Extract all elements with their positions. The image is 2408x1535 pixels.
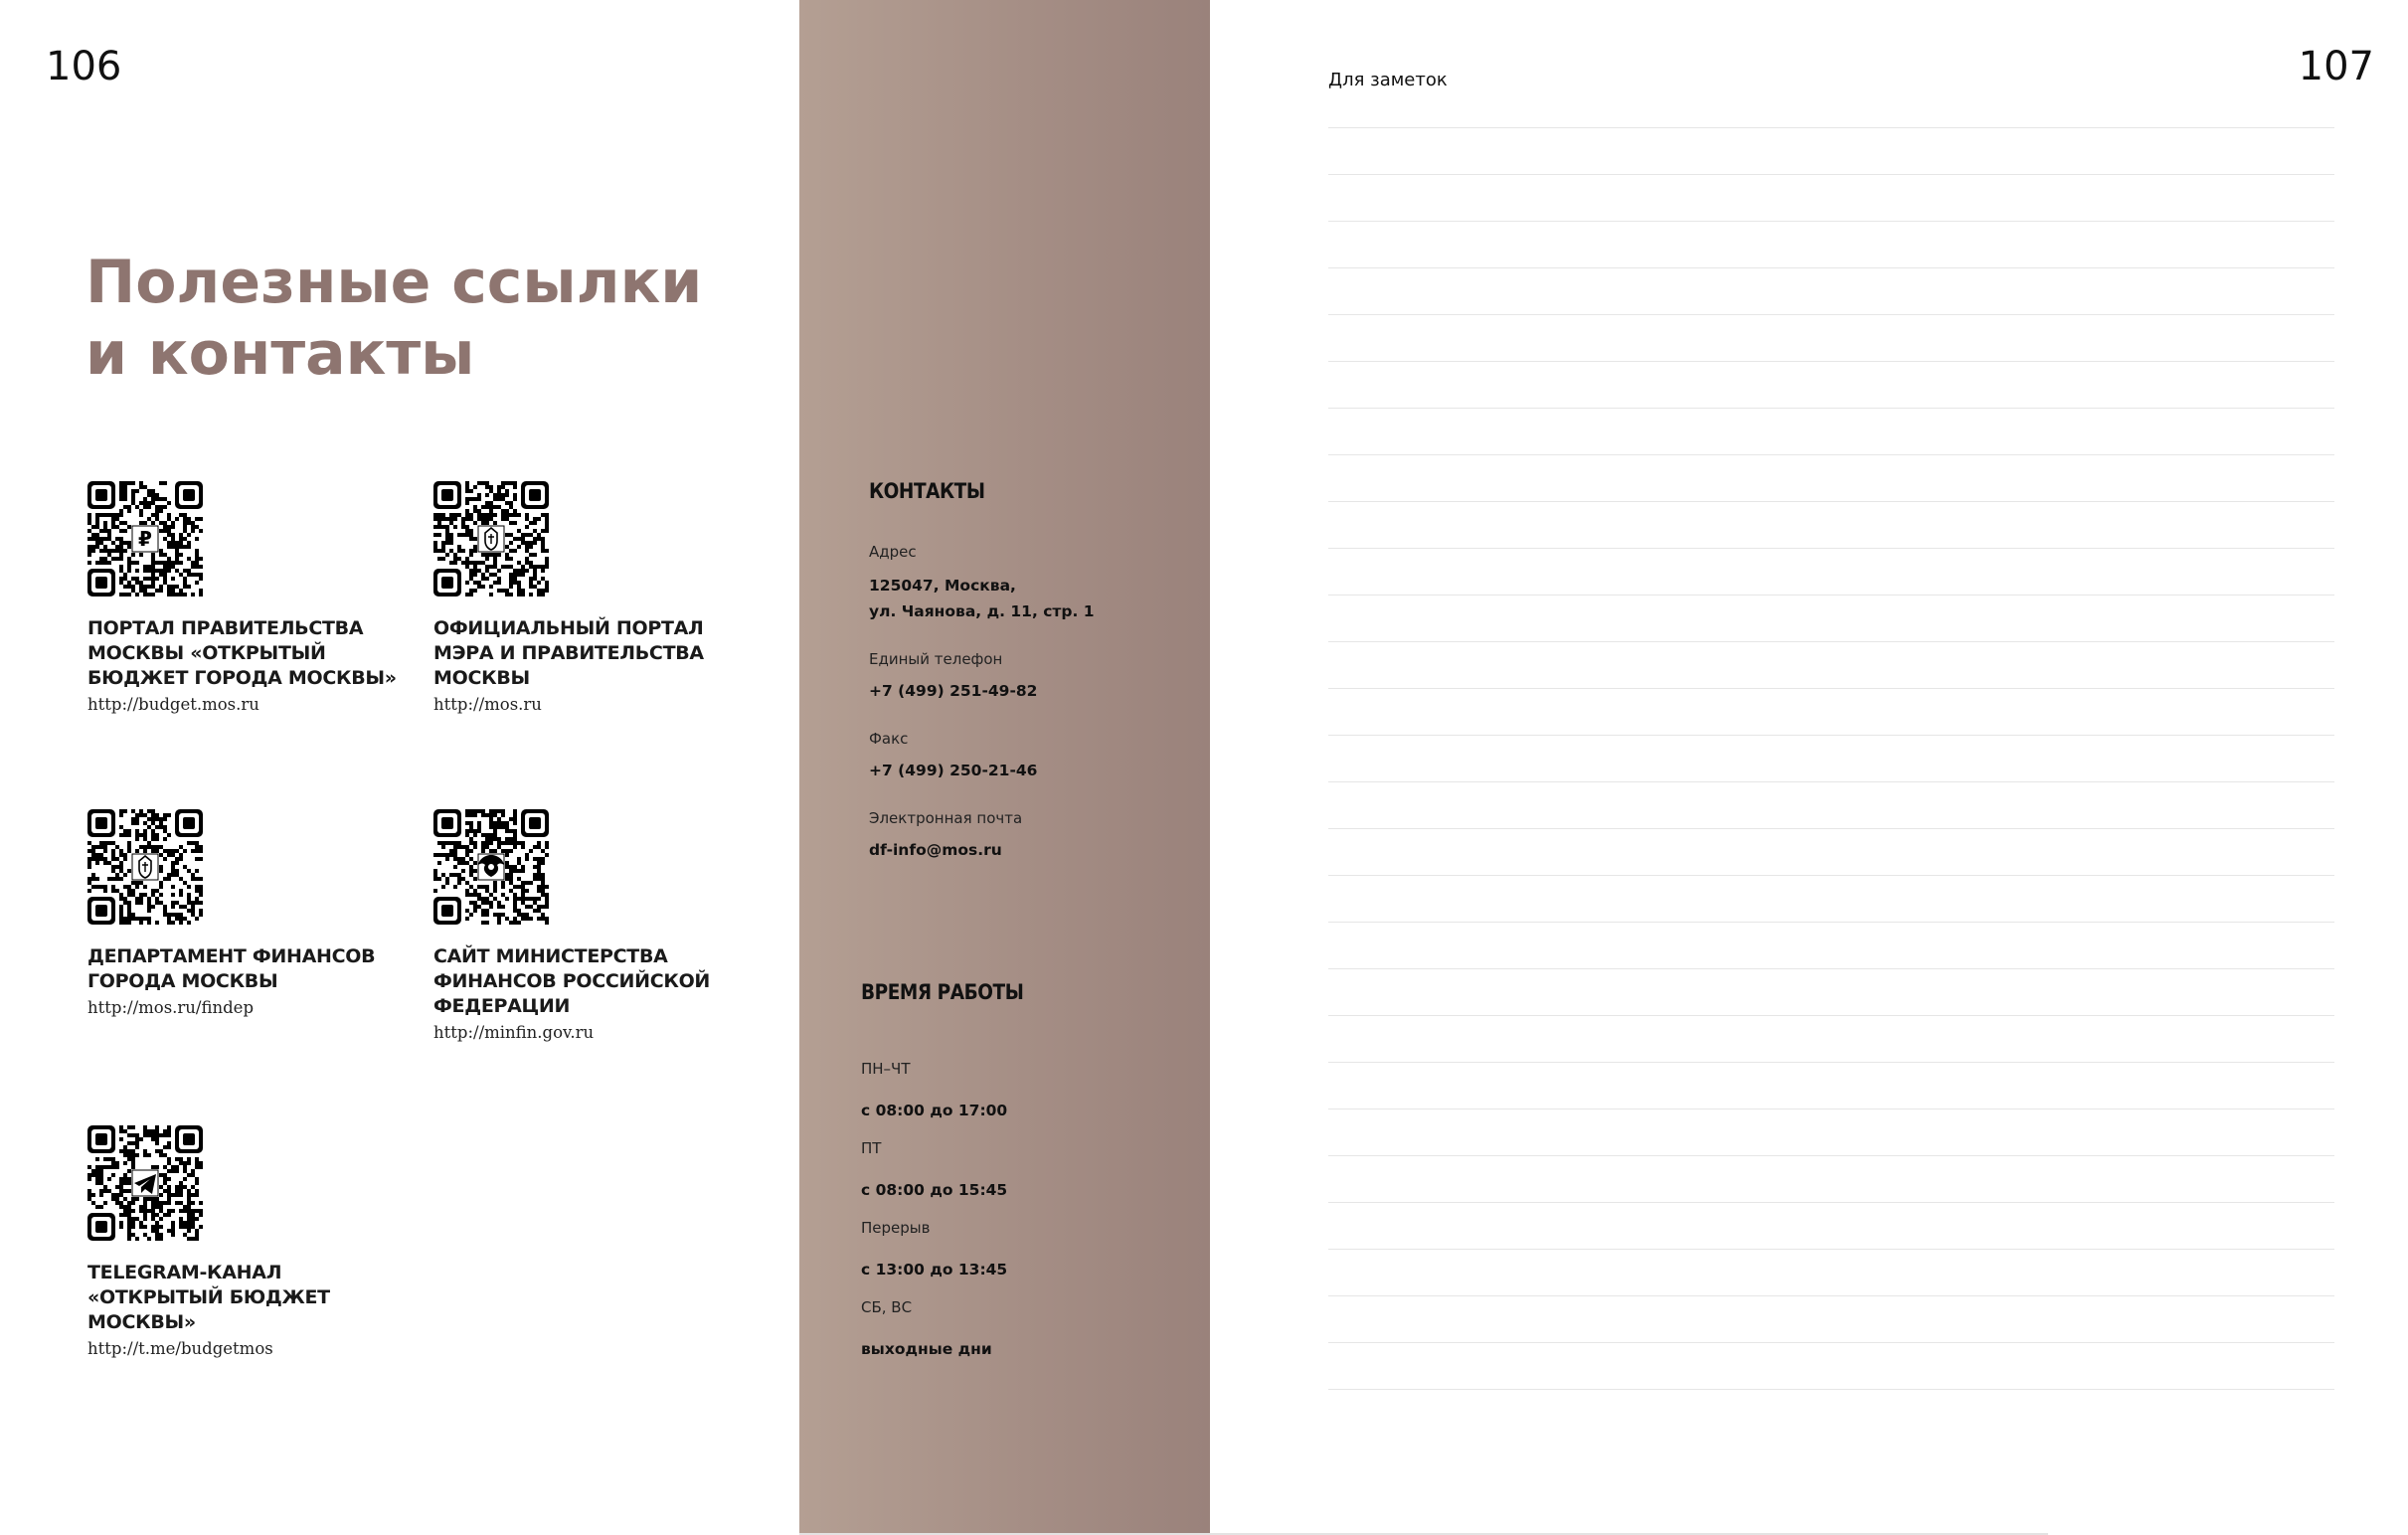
hours-mon-thu-value: с 08:00 до 17:00 bbox=[861, 1102, 1008, 1119]
note-line bbox=[1328, 1015, 2334, 1016]
notes-lines bbox=[1328, 127, 2334, 1436]
link-card-title-line: ОФИЦИАЛЬНЫЙ ПОРТАЛ bbox=[433, 617, 704, 639]
note-line bbox=[1328, 408, 2334, 409]
address-value bbox=[869, 573, 1095, 624]
qr-code bbox=[87, 809, 203, 925]
link-card-mos-portal bbox=[433, 481, 752, 714]
hours-break-value: с 13:00 до 13:45 bbox=[861, 1261, 1008, 1279]
page-title-line: и контакты bbox=[86, 319, 475, 389]
qr-code-graphic bbox=[87, 481, 203, 597]
link-card-title-line: БЮДЖЕТ ГОРОДА МОСКВЫ» bbox=[87, 667, 397, 689]
ruble-icon bbox=[138, 527, 152, 551]
link-card-title bbox=[87, 616, 406, 691]
hours-break-label: Перерыв bbox=[861, 1219, 931, 1237]
note-line bbox=[1328, 735, 2334, 736]
link-card-title bbox=[87, 1261, 406, 1335]
link-url[interactable]: http://budget.mos.ru bbox=[87, 695, 259, 714]
hours-weekend-label: СБ, ВС bbox=[861, 1298, 913, 1316]
address-line: 125047, Москва, bbox=[869, 577, 1016, 595]
link-card-title bbox=[433, 616, 752, 691]
hours-heading: ВРЕМЯ РАБОТЫ bbox=[861, 980, 1024, 1004]
qr-code-graphic bbox=[433, 481, 549, 597]
phone-label: Единый телефон bbox=[869, 650, 1003, 668]
hours-mon-thu-label: ПН–ЧТ bbox=[861, 1060, 911, 1078]
hours-fri-label: ПТ bbox=[861, 1139, 882, 1157]
link-card-title-line: МОСКВЫ bbox=[433, 667, 530, 689]
qr-code-graphic bbox=[433, 809, 549, 925]
link-url[interactable]: http://minfin.gov.ru bbox=[433, 1023, 595, 1042]
note-line bbox=[1328, 1155, 2334, 1156]
note-line bbox=[1328, 361, 2334, 362]
link-url[interactable]: http://mos.ru/findep bbox=[87, 998, 255, 1017]
qr-code bbox=[87, 1125, 203, 1241]
link-card-title bbox=[87, 944, 406, 994]
link-card-title-line: ФИНАНСОВ РОССИЙСКОЙ bbox=[433, 970, 711, 992]
note-line bbox=[1328, 1202, 2334, 1203]
note-line bbox=[1328, 1062, 2334, 1063]
note-line bbox=[1328, 501, 2334, 502]
link-card-title-line: ФЕДЕРАЦИИ bbox=[433, 995, 571, 1017]
note-line bbox=[1328, 267, 2334, 268]
note-line bbox=[1328, 127, 2334, 128]
qr-code-graphic bbox=[87, 809, 203, 925]
note-line bbox=[1328, 174, 2334, 175]
link-url[interactable]: http://t.me/budgetmos bbox=[87, 1339, 273, 1358]
link-card-findep bbox=[87, 809, 406, 1017]
link-card-title-line: САЙТ МИНИСТЕРСТВА bbox=[433, 945, 668, 967]
page-number-left: 106 bbox=[46, 44, 122, 89]
note-line bbox=[1328, 454, 2334, 455]
link-card-title-line: ДЕПАРТАМЕНТ ФИНАНСОВ bbox=[87, 945, 376, 967]
qr-code-graphic bbox=[87, 1125, 203, 1241]
note-line bbox=[1328, 828, 2334, 829]
contacts-heading: КОНТАКТЫ bbox=[869, 479, 985, 503]
note-line bbox=[1328, 688, 2334, 689]
fax-label: Факс bbox=[869, 730, 909, 748]
note-line bbox=[1328, 595, 2334, 596]
link-card-title-line: «ОТКРЫТЫЙ БЮДЖЕТ bbox=[87, 1286, 330, 1308]
link-card-title-line: МЭРА И ПРАВИТЕЛЬСТВА bbox=[433, 642, 704, 664]
link-card-title-line: TELEGRAM-КАНАЛ bbox=[87, 1262, 282, 1283]
hours-fri-value: с 08:00 до 15:45 bbox=[861, 1181, 1008, 1199]
note-line bbox=[1328, 875, 2334, 876]
link-card-title bbox=[433, 944, 752, 1019]
link-card-title-line: МОСКВЫ «ОТКРЫТЫЙ bbox=[87, 642, 326, 664]
qr-code bbox=[433, 481, 549, 597]
fax-value: +7 (499) 250-21-46 bbox=[869, 762, 1038, 779]
address-line: ул. Чаянова, д. 11, стр. 1 bbox=[869, 602, 1095, 620]
note-line bbox=[1328, 1249, 2334, 1250]
phone-value[interactable]: +7 (499) 251-49-82 bbox=[869, 682, 1038, 700]
link-card-telegram bbox=[87, 1125, 406, 1358]
link-card-title-line: МОСКВЫ» bbox=[87, 1311, 196, 1333]
link-card-budget-portal bbox=[87, 481, 406, 714]
link-url[interactable]: http://mos.ru bbox=[433, 695, 542, 714]
hours-weekend-value: выходные дни bbox=[861, 1340, 992, 1358]
email-label: Электронная почта bbox=[869, 809, 1023, 827]
address-label: Адрес bbox=[869, 543, 917, 561]
page-title-line: Полезные ссылки bbox=[86, 248, 703, 317]
note-line bbox=[1328, 548, 2334, 549]
note-line bbox=[1328, 221, 2334, 222]
note-line bbox=[1328, 1295, 2334, 1296]
email-value[interactable]: df-info@mos.ru bbox=[869, 841, 1002, 859]
page-title bbox=[86, 247, 702, 390]
qr-code bbox=[87, 481, 203, 597]
page-number-right: 107 bbox=[2298, 44, 2374, 89]
note-line bbox=[1328, 1389, 2334, 1390]
qr-code bbox=[433, 809, 549, 925]
note-line bbox=[1328, 314, 2334, 315]
link-card-title-line: ГОРОДА МОСКВЫ bbox=[87, 970, 278, 992]
svg-text:₽: ₽ bbox=[138, 527, 152, 551]
contacts-panel bbox=[799, 0, 1210, 1533]
note-line bbox=[1328, 922, 2334, 923]
note-line bbox=[1328, 1342, 2334, 1343]
link-card-title-line: ПОРТАЛ ПРАВИТЕЛЬСТВА bbox=[87, 617, 364, 639]
notes-title: Для заметок bbox=[1328, 70, 1448, 90]
note-line bbox=[1328, 781, 2334, 782]
link-card-minfin bbox=[433, 809, 752, 1042]
note-line bbox=[1328, 641, 2334, 642]
note-line bbox=[1328, 968, 2334, 969]
